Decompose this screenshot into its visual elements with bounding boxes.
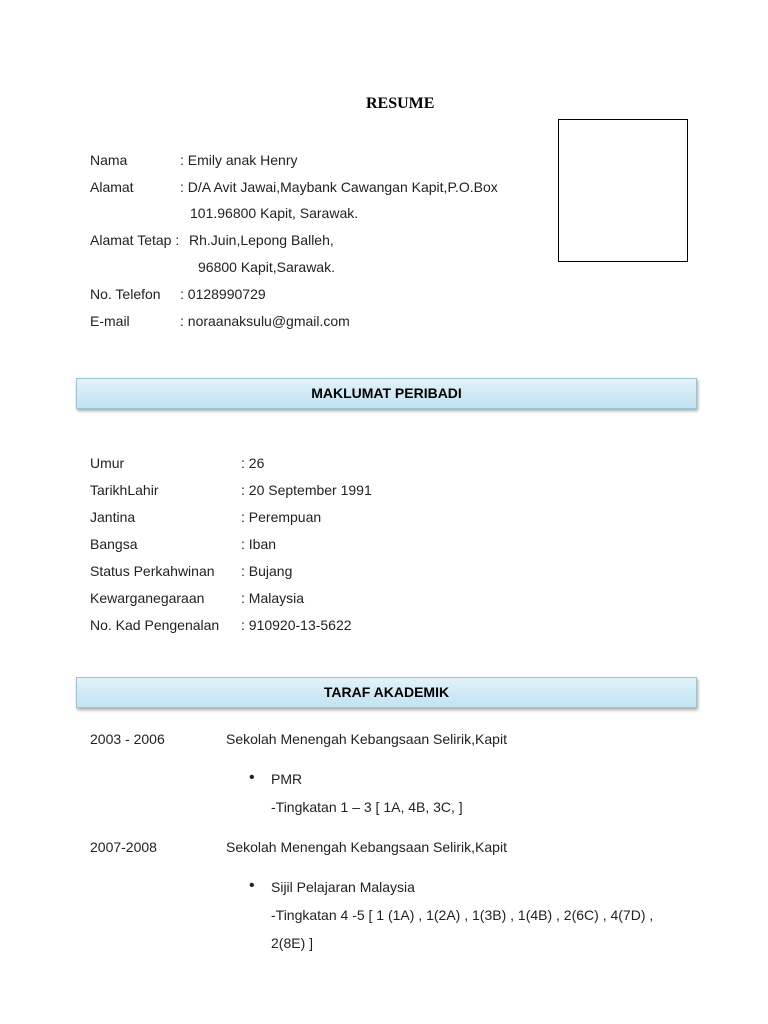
academic-years-1: 2003 - 2006 [90, 731, 165, 747]
personal-label-kad-pengenalan: No. Kad Pengenalan [90, 617, 220, 633]
academic-detail-2-line2: 2(8E) ] [271, 935, 314, 951]
academic-detail-2-line1: -Tingkatan 4 -5 [ 1 (1A) , 1(2A) , 1(3B) , 1(4B) , 2(6C) , 4(7D) , [271, 907, 654, 923]
academic-exam-2: Sijil Pelajaran Malaysia [271, 879, 415, 895]
personal-label-tarikh-lahir: TarikhLahir [90, 482, 159, 498]
alamat-value-line1: : D/A Avit Jawai,Maybank Cawangan Kapit,P.O.Box [180, 179, 498, 195]
nama-value: : Emily anak Henry [180, 152, 298, 168]
personal-value-bangsa: : Iban [241, 536, 277, 552]
academic-years-2: 2007-2008 [90, 839, 157, 855]
personal-label-bangsa: Bangsa [90, 536, 138, 552]
email-label: E-mail [90, 313, 130, 329]
telefon-value: : 0128990729 [180, 286, 266, 302]
personal-label-status: Status Perkahwinan [90, 563, 215, 579]
academic-school-2: Sekolah Menengah Kebangsaan Selirik,Kapit [226, 839, 507, 855]
section-heading-maklumat-peribadi: MAKLUMAT PERIBADI [76, 378, 697, 409]
telefon-label: No. Telefon [90, 286, 161, 302]
alamat-tetap-label: Alamat Tetap : [90, 232, 180, 248]
section-heading-taraf-akademik: TARAF AKADEMIK [76, 677, 697, 708]
page-title: RESUME [366, 95, 435, 112]
personal-value-status: : Bujang [241, 563, 293, 579]
personal-value-kewarganegaraan: : Malaysia [241, 590, 305, 606]
personal-value-kad-pengenalan: : 910920-13-5622 [241, 617, 352, 633]
bullet-icon: • [249, 877, 255, 894]
photo-placeholder [558, 119, 688, 262]
personal-label-umur: Umur [90, 455, 125, 471]
personal-value-umur: : 26 [241, 455, 265, 471]
email-value: : noraanaksulu@gmail.com [180, 313, 350, 329]
alamat-tetap-value-line2: 96800 Kapit,Sarawak. [198, 259, 335, 275]
personal-label-jantina: Jantina [90, 509, 136, 525]
academic-detail-1: -Tingkatan 1 – 3 [ 1A, 4B, 3C, ] [271, 799, 463, 815]
alamat-label: Alamat [90, 179, 134, 195]
academic-exam-1: PMR [271, 771, 303, 787]
personal-value-tarikh-lahir: : 20 September 1991 [241, 482, 372, 498]
bullet-icon: • [249, 769, 255, 786]
personal-label-kewarganegaraan: Kewarganegaraan [90, 590, 205, 606]
personal-value-jantina: : Perempuan [241, 509, 322, 525]
alamat-value-line2: 101.96800 Kapit, Sarawak. [190, 205, 359, 221]
nama-label: Nama [90, 152, 128, 168]
alamat-tetap-value-line1: Rh.Juin,Lepong Balleh, [189, 232, 334, 248]
academic-school-1: Sekolah Menengah Kebangsaan Selirik,Kapit [226, 731, 507, 747]
